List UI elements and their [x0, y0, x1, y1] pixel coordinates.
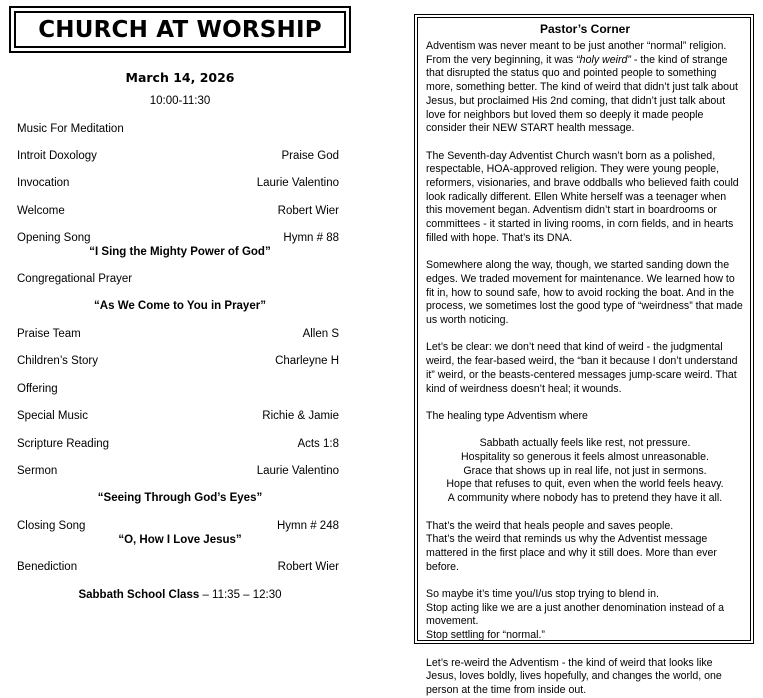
- program-item: [17, 123, 339, 135]
- program-item: [17, 465, 339, 477]
- paragraph-text: Adventism was never meant to be just another “normal” religion. From the very beginning, it was: [426, 40, 727, 66]
- page-title: CHURCH AT WORSHIP: [14, 11, 346, 48]
- pastors-corner-frame: [414, 14, 754, 696]
- opening-song-title: “I Sing the Mighty Power of God”: [89, 246, 271, 258]
- sermon-title: “Seeing Through God’s Eyes”: [97, 492, 263, 504]
- program-item-person: Laurie Valentino: [256, 465, 339, 477]
- sabbath-school-label: Sabbath School Class: [78, 589, 200, 601]
- program-item-label: Closing Song: [17, 520, 86, 532]
- paragraph: Somewhere along the way, though, we started sanding down the edges. We traded movement for maintenance. We learned how to fit in, how to sound safe, how to avoid rocking the boat. And in the process, we sometimes lost the good type of “weirdness” that made us worth noticing.: [426, 259, 743, 327]
- pastors-corner-title: Pastor’s Corner: [539, 22, 631, 36]
- program-item: [17, 177, 339, 189]
- program-item: [17, 150, 339, 162]
- paragraph: The healing type Adventism where: [426, 409, 588, 422]
- title-frame: [9, 6, 351, 53]
- paragraph: Stop settling for “normal.”: [426, 629, 545, 642]
- program-item-person: Hymn # 248: [276, 520, 339, 532]
- program-item-label: Scripture Reading: [17, 438, 110, 450]
- program-item-label: Music For Meditation: [17, 123, 124, 135]
- centered-line: Grace that shows up in real life, not just in sermons.: [463, 464, 707, 477]
- service-date: March 14, 2026: [125, 70, 235, 85]
- program-item: [17, 520, 339, 532]
- program-item-label: Introit Doxology: [17, 150, 97, 162]
- paragraph: The Seventh-day Adventist Church wasn’t born as a polished, respectable, HOA-approved religion. They were young people, reformers, visionaries, and brave oddballs who believed faith could look radically different. Ellen White herself was a teenager when this movement began. Adventism didn’t start in boardrooms or committees - it started in living rooms, in corn fields, and in hearts filled with hope. That’s its DNA.: [426, 149, 739, 244]
- program-item-person: Praise God: [281, 150, 339, 162]
- program-item: [17, 383, 339, 395]
- pastors-corner-body: [426, 40, 744, 698]
- program-item: [17, 273, 339, 285]
- program-item-person: Richie & Jamie: [262, 410, 339, 422]
- program-item-label: Invocation: [17, 177, 70, 189]
- paragraph: Let’s re-weird the Adventism - the kind of weird that looks like Jesus, loves boldly, lives hopefully, and changes the world, one person at the time from inside out.: [426, 656, 722, 696]
- paragraph: That’s the weird that reminds us why the Adventist message mattered in the first place and why it still does. More than ever before.: [426, 533, 717, 573]
- closing-song-title: “O, How I Love Jesus”: [118, 534, 242, 546]
- program-item-label: Welcome: [17, 205, 65, 217]
- paragraph: So maybe it’s time you/I/us stop trying to blend in.: [426, 588, 659, 601]
- program-item-label: Praise Team: [17, 328, 81, 340]
- paragraph-text: - the kind of strange that disrupted the status quo and pointed people to something more, something better. The kind of weird that didn’t just talk about Jesus, but proclaimed His 2nd coming, that didn’t just talk about love for neighbors but loved them so deeply it made people consider their NEW START health message.: [426, 53, 738, 135]
- paragraph: [426, 40, 744, 136]
- program-item-label: Congregational Prayer: [17, 273, 133, 285]
- centered-line: Hospitality so generous it feels almost unreasonable.: [461, 451, 709, 464]
- program-item: [17, 355, 339, 367]
- centered-line: Hope that refuses to quit, even when the world feels heavy.: [446, 478, 724, 491]
- program-item: [17, 438, 339, 450]
- paragraph: Stop acting like we are a just another denomination instead of a movement.: [426, 601, 724, 628]
- program-item-person: Acts 1:8: [297, 438, 339, 450]
- program-item-person: Charleyne H: [275, 355, 339, 367]
- paragraph: Let’s be clear: we don’t need that kind of weird - the judgmental weird, the fear-based weird, the “ban it because I don’t understand it” weird, or the beasts-centered messages jump-scare weird. That kind of weirdness doesn’t heal; it wounds.: [426, 341, 738, 395]
- program-item: [17, 410, 339, 422]
- program-item-label: Children’s Story: [17, 355, 98, 367]
- program-item-person: Robert Wier: [277, 205, 339, 217]
- program-item-person: Laurie Valentino: [256, 177, 339, 189]
- paragraph: That’s the weird that heals people and saves people.: [426, 519, 674, 532]
- sabbath-school-line: [9, 589, 351, 601]
- centered-line: A community where nobody has to pretend they have it all.: [447, 492, 723, 505]
- pastors-corner: [417, 17, 751, 696]
- service-time: 10:00-11:30: [149, 95, 211, 107]
- program-item-label: Offering: [17, 383, 58, 395]
- centered-line: Sabbath actually feels like rest, not pressure.: [479, 437, 691, 450]
- centered-list: [426, 437, 744, 506]
- program-item-label: Benediction: [17, 561, 78, 573]
- program-item: [17, 205, 339, 217]
- program-item-label: Sermon: [17, 465, 58, 477]
- program-item-label: Opening Song: [17, 232, 91, 244]
- program-item: [17, 561, 339, 573]
- program-item: [17, 328, 339, 340]
- sabbath-school-time: – 11:35 – 12:30: [199, 589, 282, 601]
- program-item-label: Special Music: [17, 410, 88, 422]
- prayer-title: “As We Come to You in Prayer”: [94, 300, 266, 312]
- program-item: [17, 232, 339, 244]
- emphasis-text: “holy weird”: [576, 53, 631, 66]
- program-item-person: Allen S: [302, 328, 339, 340]
- program-item-person: Hymn # 88: [283, 232, 339, 244]
- program-item-person: Robert Wier: [277, 561, 339, 573]
